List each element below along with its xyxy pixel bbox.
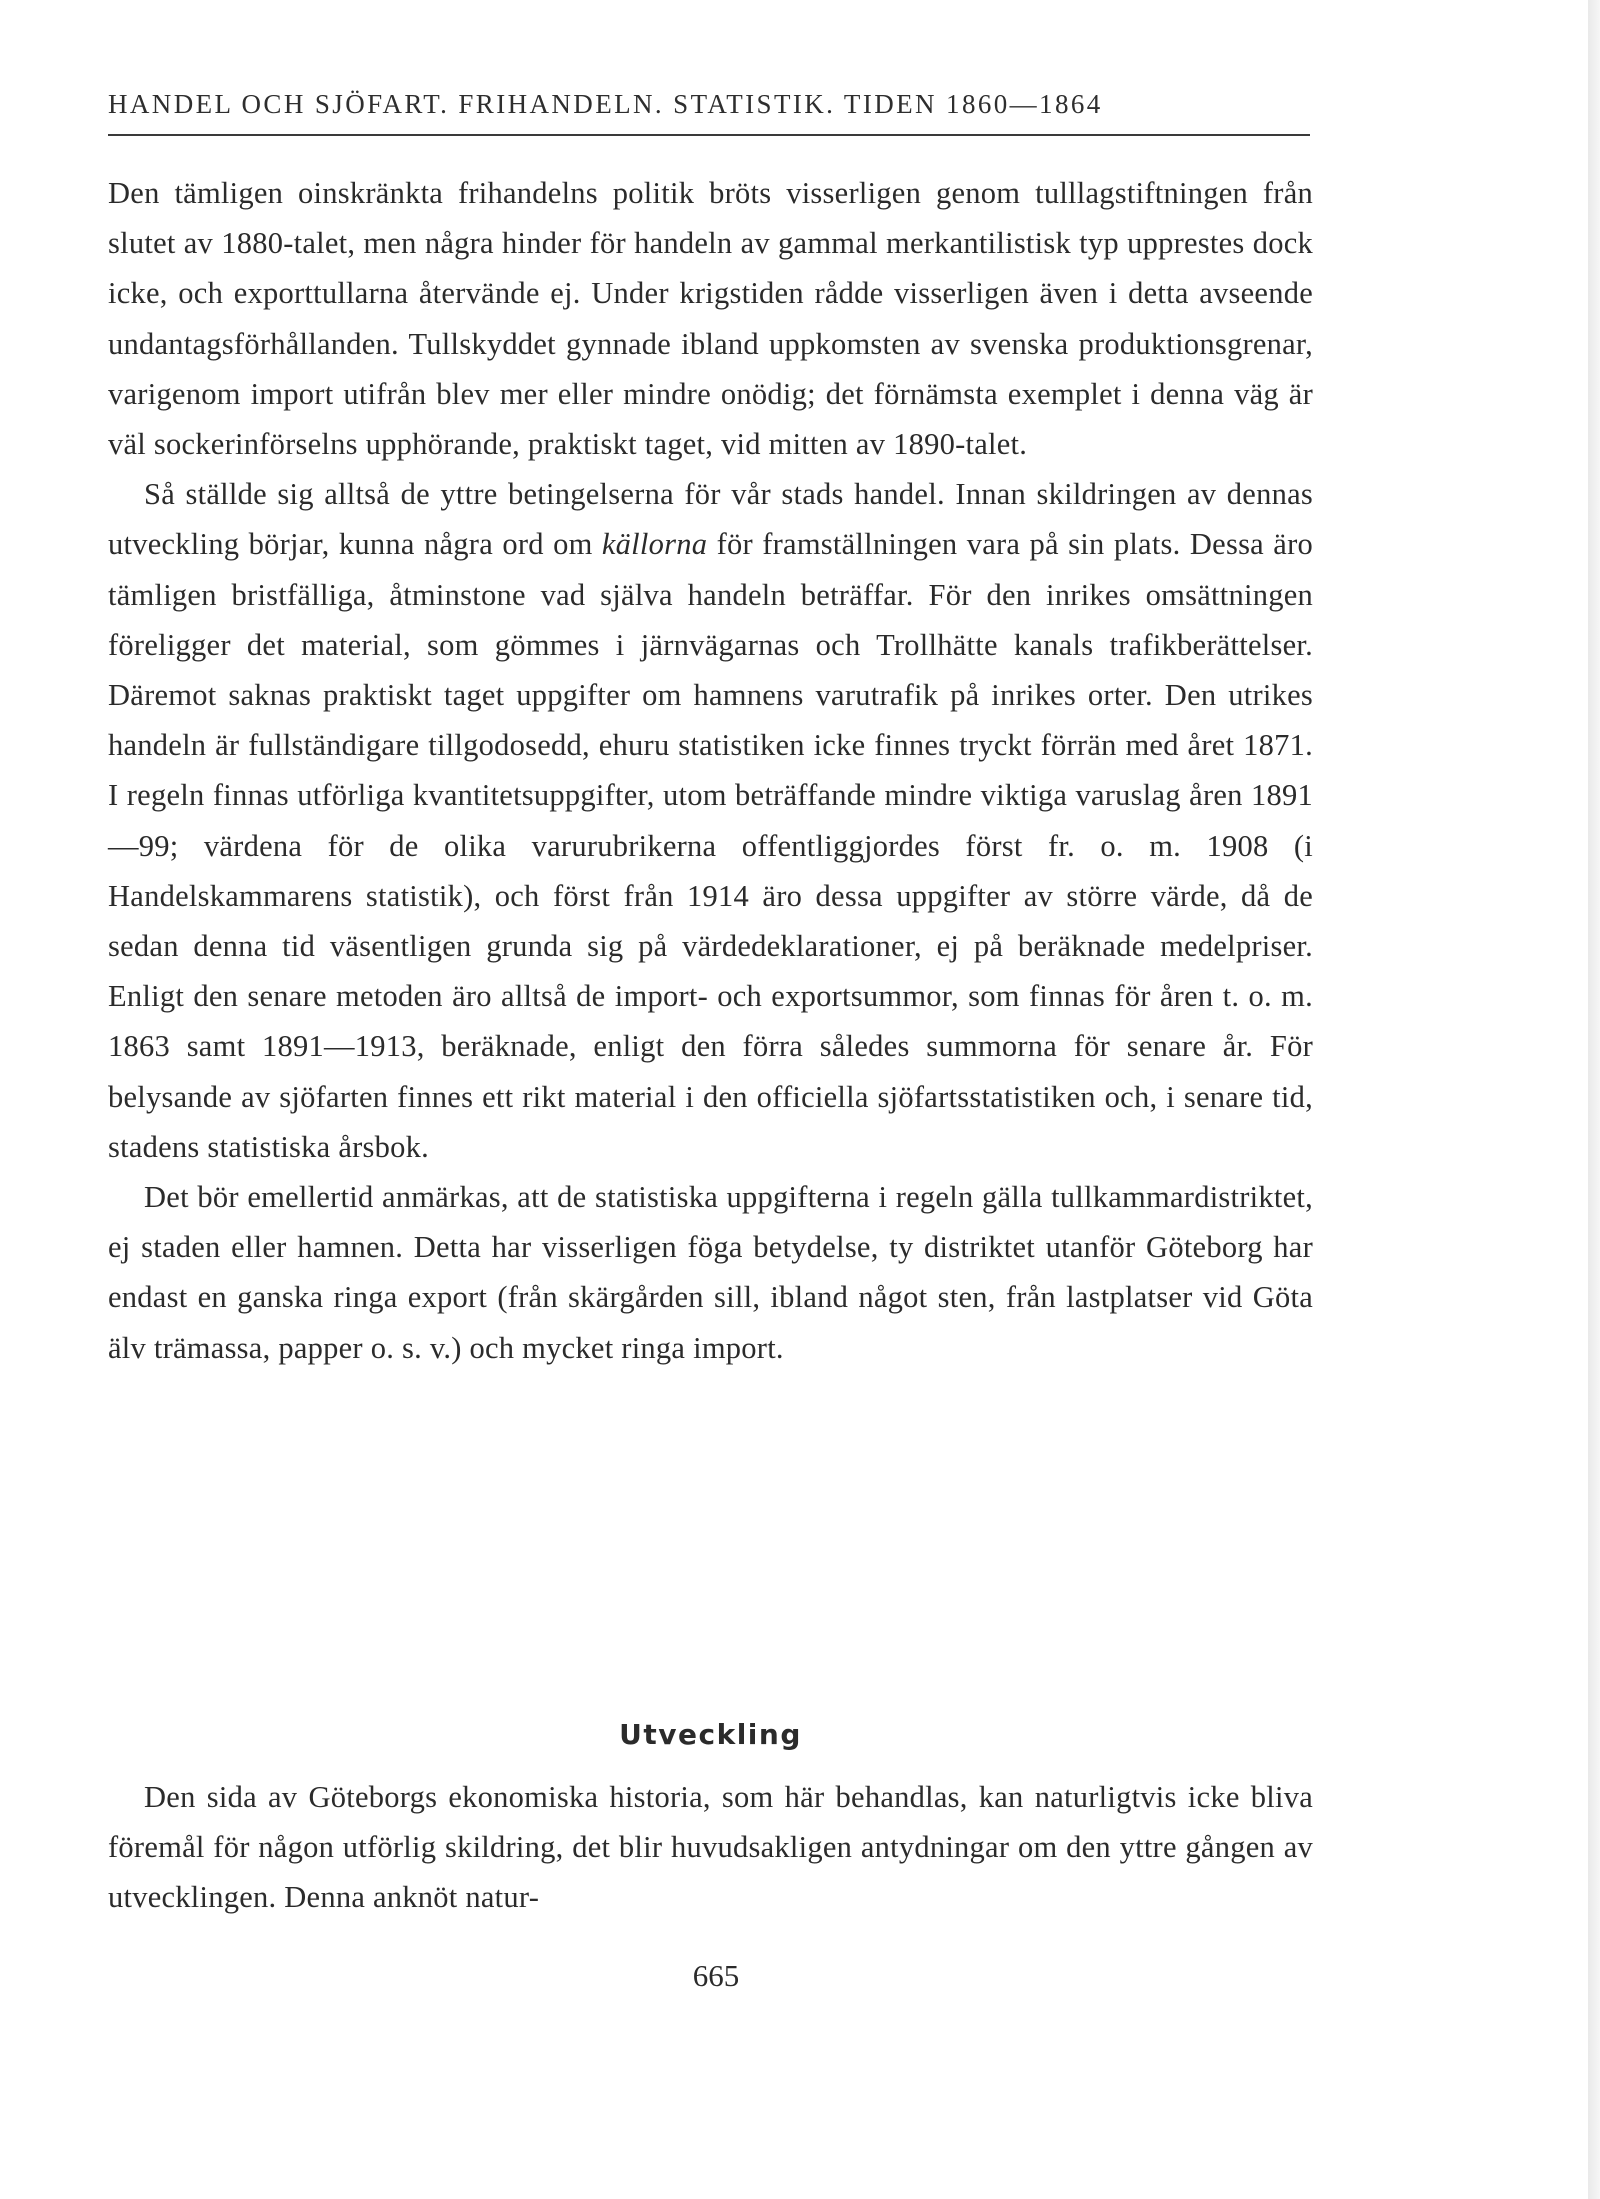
paragraph-3: Det bör emellertid anmärkas, att de statistiska uppgifterna i regeln gälla tullkammardistriktet, ej staden eller hamnen. Detta har visserligen föga betydelse, ty distriktet utanför Göteborg har endast en ganska ringa export (från skärgården sill, ibland något sten, från lastplatser vid Göta älv trämassa, papper o. s. v.) och mycket ringa import. (108, 1180, 1313, 1365)
body-text (108, 168, 1313, 1373)
paragraph-1: Den tämligen oinskränkta frihandelns politik bröts visserligen genom tulllagstiftningen från slutet av 1880-talet, men några hinder för handeln av gammal merkantilistisk typ upprestes dock icke, och exporttullarna återvände ej. Under krigstiden rådde visserligen även i detta avseende undantagsförhållanden. Tullskyddet gynnade ibland uppkomsten av svenska produktionsgrenar, varigenom import utifrån blev mer eller mindre onödig; det förnämsta exemplet i denna väg är väl sockerinförselns upphörande, praktiskt taget, vid mitten av 1890-talet. (108, 176, 1313, 462)
header-rule (108, 134, 1310, 136)
page-number: 665 (692, 1958, 740, 1993)
paragraph-2-before: Så ställde sig alltså de yttre betingelserna för vår stads handel. Innan skildringen av dennas utveckling börjar, kunna några ord om (108, 477, 1313, 562)
section-heading: Utveckling (619, 1718, 802, 1751)
section-paragraph: Den sida av Göteborgs ekonomiska historia, som här behandlas, kan naturligtvis icke bliva föremål för någon utförlig skildring, det blir huvudsakligen antydningar om den yttre gången av utvecklingen. Denna anknöt natur- (108, 1780, 1313, 1915)
paragraph-2-after: för framställningen vara på sin plats. Dessa äro tämligen bristfälliga, åtminstone vad själva handeln beträffar. För den inrikes omsättningen föreligger det material, som gömmes i järnvägarnas och Trollhätte kanals trafikberättelser. Däremot saknas praktiskt taget uppgifter om hamnens varutrafik på inrikes orter. Den utrikes handeln är fullständigare tillgodosedd, ehuru statistiken icke finnes tryckt förrän med året 1871. I regeln finnas utförliga kvantitetsuppgifter, utom beträffande mindre viktiga varuslag åren 1891—99; värdena för de olika varurubrikerna offentliggjordes först fr. o. m. 1908 (i Handelskammarens statistik), och först från 1914 äro dessa uppgifter av större värde, då de sedan denna tid väsentligen grunda sig på värdedeklarationer, ej på beräknade medelpriser. Enligt den senare metoden äro alltså de import- och exportsummor, som finnas för åren t. o. m. 1863 samt 1891—1913, beräknade, enligt den förra således summorna för senare år. För belysande av sjöfarten finnes ett rikt material i den officiella sjöfartsstatistiken och, i senare tid, stadens statistiska årsbok. (108, 527, 1313, 1164)
emphasis-kallorna: källorna (601, 527, 708, 562)
section-text (108, 1772, 1313, 1923)
running-head: HANDEL OCH SJÖFART. FRIHANDELN. STATISTIK. TIDEN 1860—1864 (108, 89, 1103, 119)
paragraph-2 (108, 469, 1313, 1172)
page-edge (1588, 0, 1600, 2199)
